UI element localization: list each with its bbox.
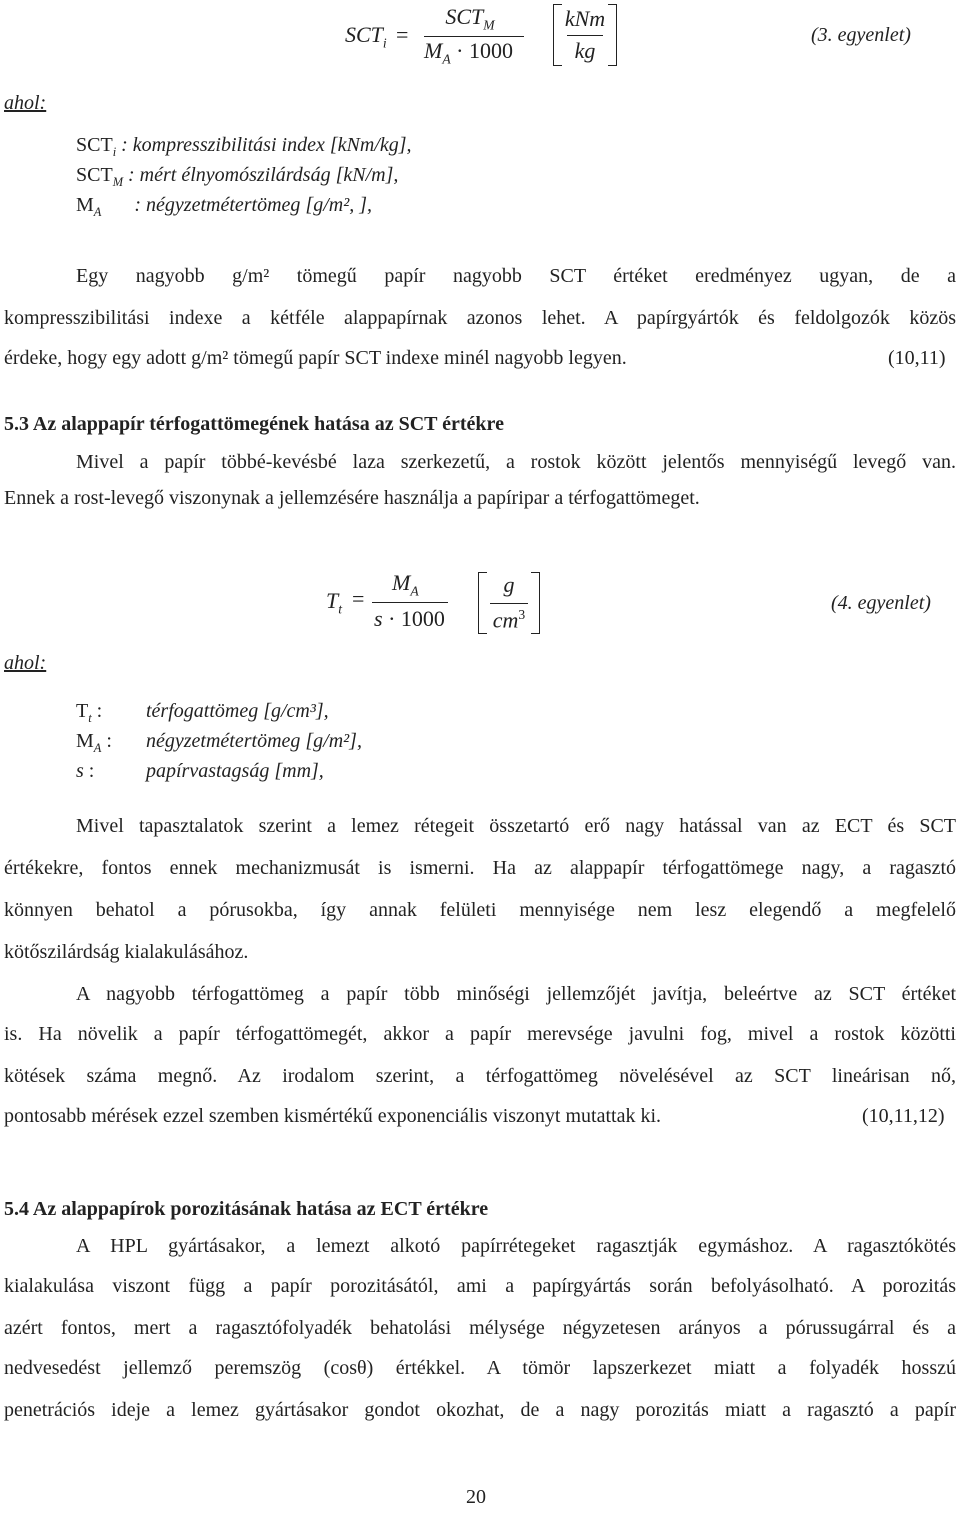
eq4-unit-num: g bbox=[503, 572, 515, 597]
eq3-label: (3. egyenlet) bbox=[811, 24, 911, 46]
eq4-numerator: $M_A$ bbox=[392, 570, 419, 599]
section-5-4-title: 5.4 Az alappapírok porozitásának hatása az ECT értékre bbox=[4, 1198, 489, 1220]
page-number: 20 bbox=[466, 1486, 486, 1508]
eq4-equals: = bbox=[352, 586, 365, 611]
def2-row-s: s : papírvastagság [mm], bbox=[76, 760, 324, 782]
eq3-unit-den: kg bbox=[574, 38, 596, 63]
eq3-equals: = bbox=[396, 22, 409, 47]
def1-row-sct-m: $SCT_M$ : mért élnyomószilárdság [kN/m], bbox=[76, 164, 399, 189]
def2-row-tt: $T_t$ : térfogattömeg [g/cm³], bbox=[76, 700, 329, 725]
eq3-right-bracket bbox=[608, 4, 617, 66]
eq3-denominator: $M_A \cdot 1000$ bbox=[424, 38, 513, 67]
sec54-line1: A HPL gyártásakor, a lemezt alkotó papírrétegeket ragasztják egymáshoz. A ragasztókötés bbox=[76, 1235, 956, 1257]
sec54-line5: penetrációs ideje a lemez gyártásakor gondot okozhat, de a nagy porozitás miatt a ragasztó a papír bbox=[4, 1399, 956, 1421]
eq4-lhs: $T_t$ bbox=[326, 588, 343, 617]
eq4-unit bbox=[478, 572, 540, 634]
para2-line3: könnyen behatol a pórusokba, így annak felületi mennyisége nem lesz elegendő a megfelelő bbox=[4, 899, 956, 921]
para2-line2: értékekre, fontos ennek mechanizmusát is ismerni. Ha az alappapír térfogattömege nagy, a ragasztó bbox=[4, 857, 956, 879]
para3-line4: pontosabb mérések ezzel szemben kismértékű exponenciális viszonyt mutattak ki. bbox=[4, 1105, 662, 1127]
para3-line2: is. Ha növelik a papír térfogattömegét, akkor a papír merevsége javulni fog, mivel a rostok közötti bbox=[4, 1023, 956, 1045]
para1-line1: Egy nagyobb g/m² tömegű papír nagyobb SCT értéket eredményez ugyan, de a bbox=[76, 265, 956, 287]
sec54-line3: azért fontos, mert a ragasztófolyadék behatolási mélysége négyzetesen arányos a pórussugárral és a bbox=[4, 1317, 956, 1339]
eq4-unit-den: $cm^3$ bbox=[492, 607, 526, 633]
eq4-denominator: s · 1000 bbox=[374, 606, 445, 631]
sec54-line4: nedvesedést jellemző peremszög (cosθ) értékkel. A tömör lapszerkezet miatt a folyadék hosszú bbox=[4, 1357, 956, 1379]
eq3-left-bracket bbox=[553, 4, 562, 66]
eq4-unit-line bbox=[490, 603, 528, 604]
para3-line1: A nagyobb térfogattömeg a papír több minőségi jellemzőjét javítja, beleértve az SCT értéket bbox=[76, 983, 956, 1005]
eq3-unit bbox=[553, 4, 617, 66]
eq3-unit-line bbox=[567, 35, 603, 36]
ahol-label-1: ahol: bbox=[4, 92, 47, 114]
eq4-right-bracket bbox=[531, 572, 540, 634]
def2-row-ma: $M_A$ : négyzetmétertömeg [g/m²], bbox=[76, 730, 362, 755]
eq3-numerator: $SCT_M$ bbox=[445, 4, 495, 33]
def1-row-sct-i: $SCT_i$ : kompresszibilitási index [kNm/kg], bbox=[76, 134, 412, 159]
def1-row-ma: $M_A$ : négyzetmétertömeg [g/m², ], bbox=[76, 194, 372, 219]
eq3-fraction-line bbox=[424, 36, 524, 37]
para3-ref: (10,11,12) bbox=[862, 1105, 945, 1127]
para1-line2: kompresszibilitási indexe a kétféle alappapírnak azonos lehet. A papírgyártók és feldolgozók közös bbox=[4, 307, 956, 329]
para2-line4: kötőszilárdság kialakulásához. bbox=[4, 941, 249, 963]
ahol-label-2: ahol: bbox=[4, 652, 47, 674]
sec53-line1: Mivel a papír többé-kevésbé laza szerkezetű, a rostok között jelentős mennyiségű levegő van. bbox=[76, 451, 956, 473]
sec53-line2: Ennek a rost-levegő viszonynak a jellemzésére használja a papíripar a térfogattömeget. bbox=[4, 487, 700, 509]
para2-line1: Mivel tapasztalatok szerint a lemez rétegeit összetartó erő nagy hatással van az ECT és SCT bbox=[76, 815, 956, 837]
section-5-3-title: 5.3 Az alappapír térfogattömegének hatása az SCT értékre bbox=[4, 413, 504, 435]
para1-ref: (10,11) bbox=[888, 347, 946, 369]
sec54-line2: kialakulása viszont függ a papír porozitásától, ami a papírgyártás során befolyásolható. A porozitás bbox=[4, 1275, 956, 1297]
eq4-label: (4. egyenlet) bbox=[831, 592, 931, 614]
eq3-unit-num: kNm bbox=[564, 6, 606, 31]
para1-line3: érdeke, hogy egy adott g/m² tömegű papír SCT indexe minél nagyobb legyen. bbox=[4, 347, 627, 369]
eq4-fraction-line bbox=[372, 602, 448, 603]
eq3-lhs-abs: $SCT_i$ bbox=[345, 22, 387, 51]
para3-line3: kötések száma megnő. Az irodalom szerint, a térfogattömeg növelésével az SCT lineárisan nő, bbox=[4, 1065, 956, 1087]
